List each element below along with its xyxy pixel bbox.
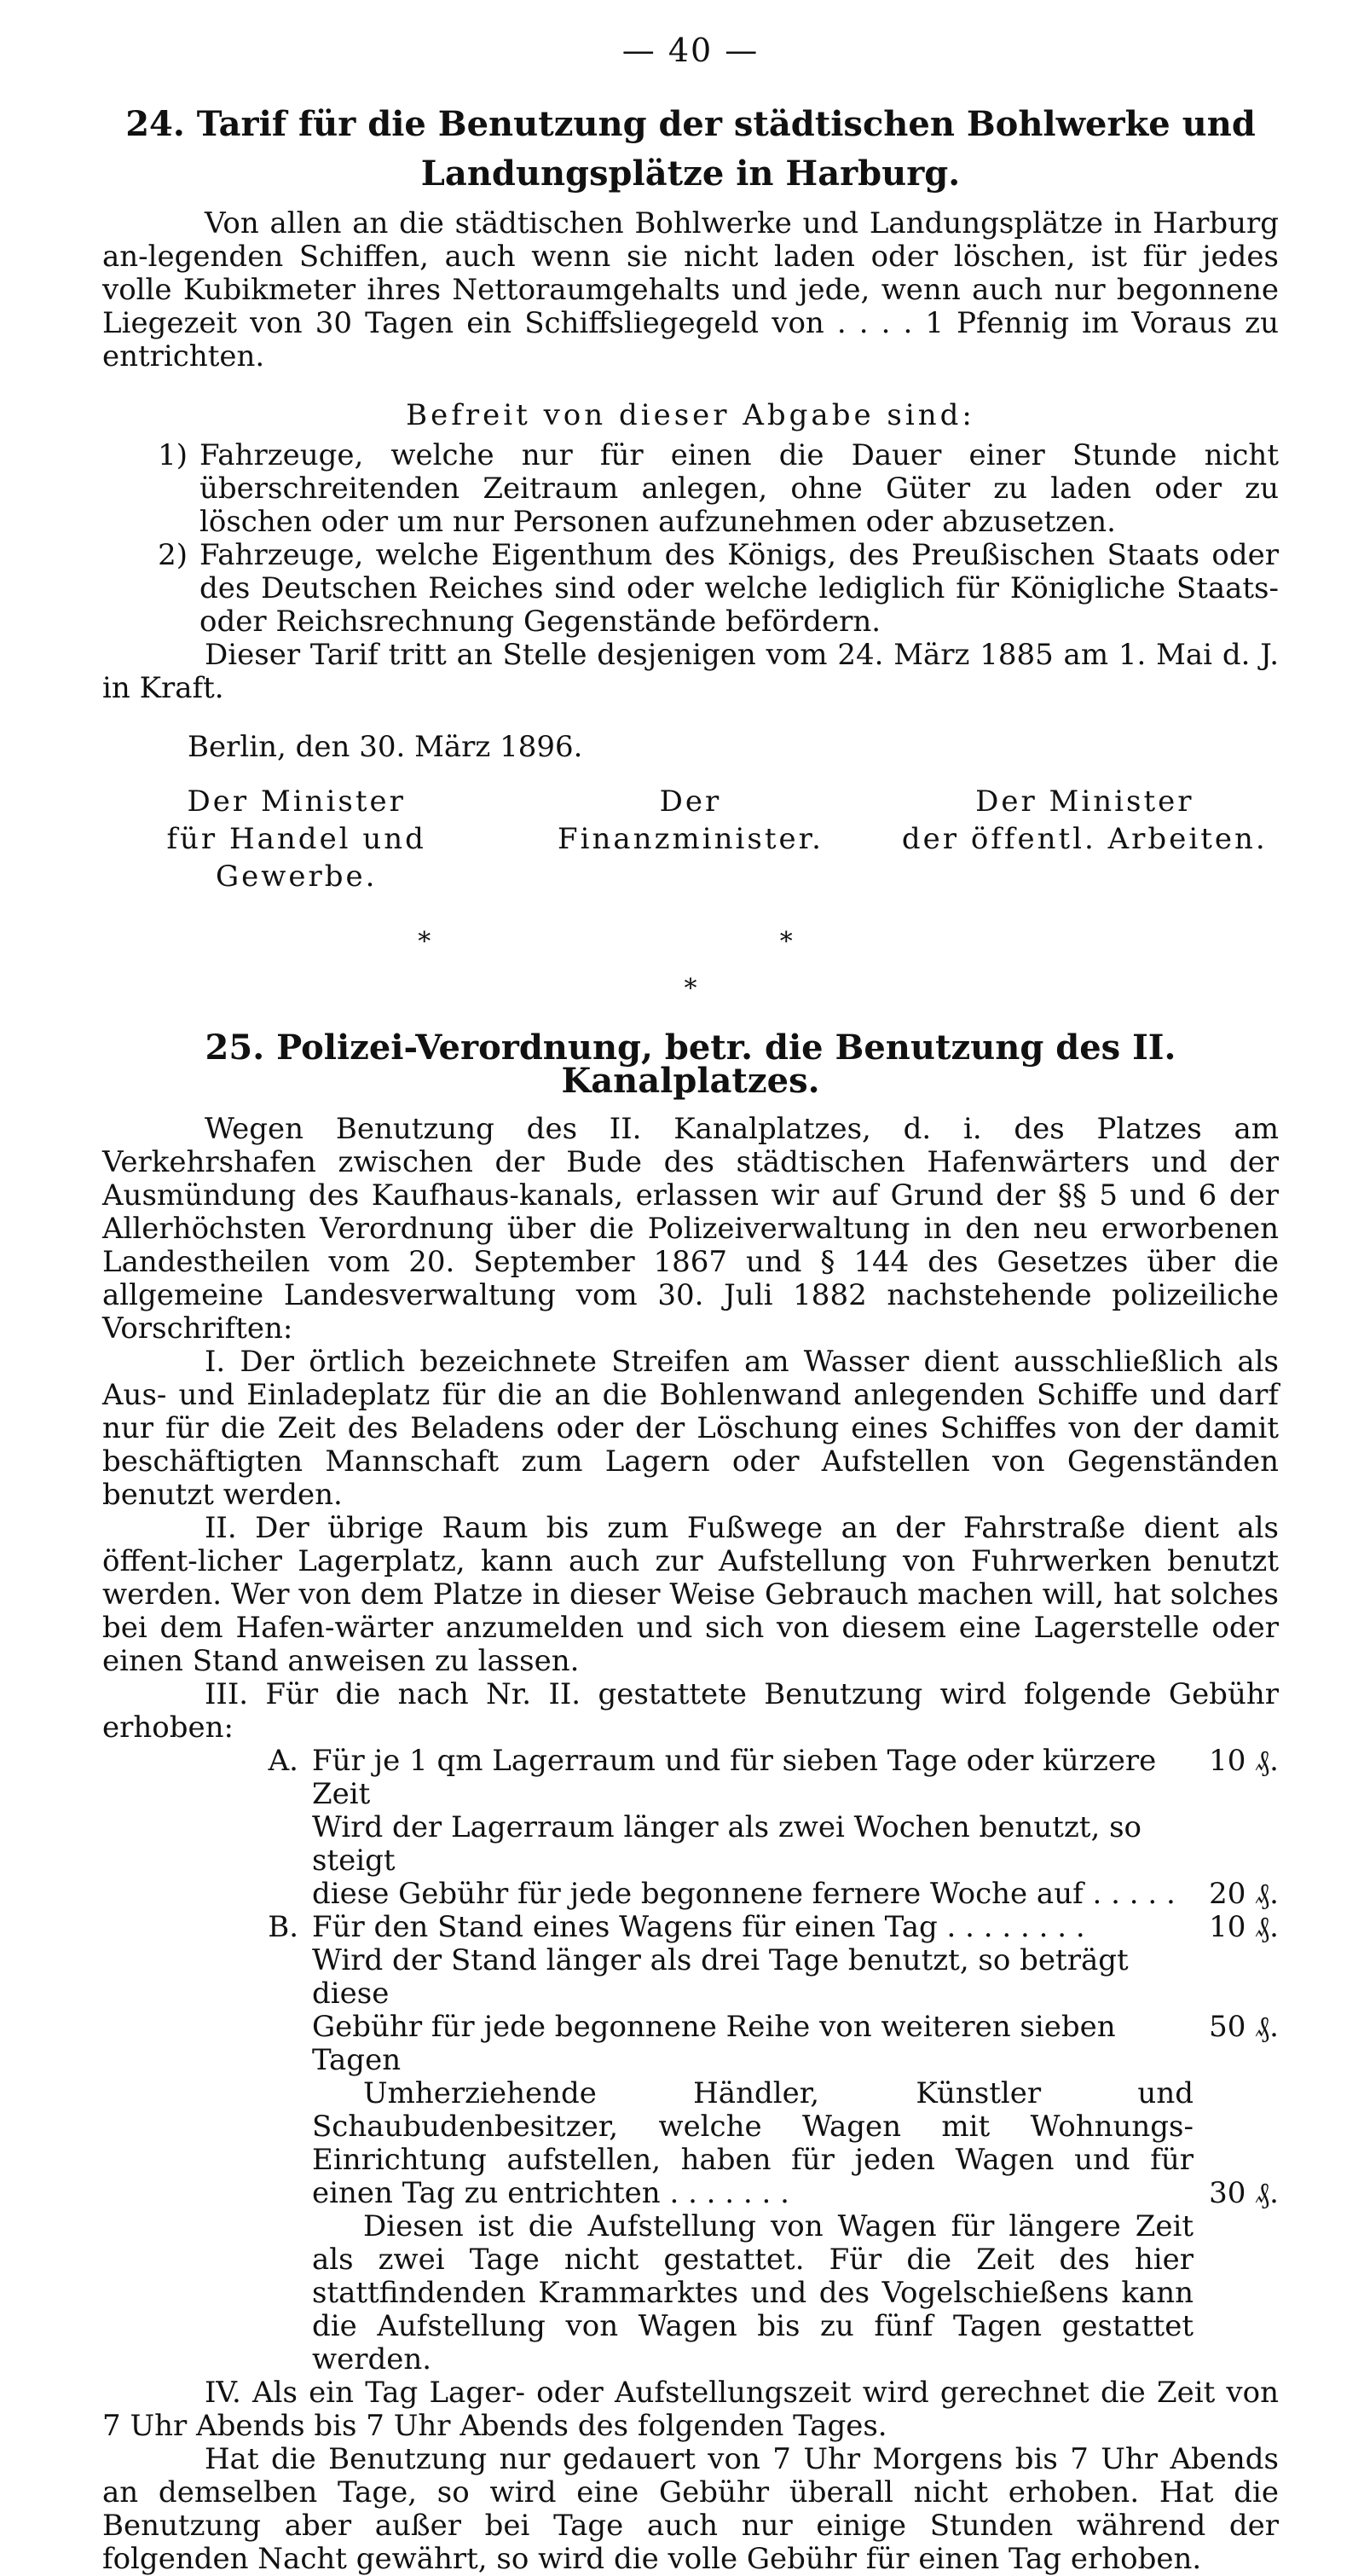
fee-a-amount3: 20 ₰. — [1209, 1877, 1279, 1911]
section-separator-stars: * * — [418, 927, 963, 957]
fee-a-label: A. — [268, 1744, 298, 1778]
fee-b-amount1: 10 ₰. — [1209, 1910, 1279, 1944]
fee-line — [312, 1745, 1279, 1811]
section-24-title-line2: Landungsplätze in Harburg. — [420, 153, 961, 194]
fee-b-label: B. — [268, 1910, 298, 1944]
page-number: — 40 — — [621, 32, 760, 69]
fee-b-note: Diesen ist die Aufstellung von Wagen für längere Zeit als zwei Tage nicht gestattet. Für die Zeit des hier stattfindenden Krammarktes und des Vogelschießens kann die Aufstellung von Wagen bis zu fünf Tagen gestattet werden. — [312, 2209, 1194, 2376]
exempt-item-number: 2) — [158, 538, 188, 572]
fee-a-line3: diese Gebühr für jede begonnene fernere Woche auf . . . . . — [312, 1877, 1176, 1911]
fee-b-line2: Wird der Stand länger als drei Tage benutzt, so beträgt diese — [312, 1943, 1129, 2011]
signer-line1: Der Minister — [975, 784, 1194, 819]
fee-b-line1: Für den Stand eines Wagens für einen Tag . . . . . . . . — [312, 1910, 1085, 1944]
fee-b-hawkers-amount: 30 ₰. — [1209, 2176, 1279, 2210]
fee-line — [312, 1944, 1279, 2011]
signer-works-minister — [891, 783, 1279, 895]
paragraph-IV: IV. Als ein Tag Lager- oder Aufstellungszeit wird gerechnet die Zeit von 7 Uhr Abends bis 7 Uhr Abends des folgenden Tages. — [102, 2376, 1279, 2443]
fee-a-line1: Für je 1 qm Lagerraum und für sieben Tage oder kürzere Zeit — [312, 1744, 1157, 1811]
paragraph-final: Hat die Benutzung nur gedauert von 7 Uhr Morgens bis 7 Uhr Abends an demselben Tage, so wird eine Gebühr überall nicht erhoben. Hat die Benutzung aber außer bei Tage auch nur einige Stunden während der folgenden Nacht gewährt, so wird die volle Gebühr für einen Tag erhoben. — [102, 2442, 1279, 2576]
fee-a-amount1: 10 ₰. — [1209, 1744, 1279, 1778]
tariff-validity: Dieser Tarif tritt an Stelle desjenigen vom 24. März 1885 am 1. Mai d. J. in Kraft. — [102, 638, 1279, 705]
section-24-title — [102, 100, 1279, 199]
fee-line — [312, 1811, 1279, 1878]
fee-a — [102, 1745, 1279, 1911]
signer-line2: für Handel und Gewerbe. — [166, 822, 426, 894]
fee-line — [312, 2011, 1279, 2077]
fee-b — [102, 1911, 1279, 2376]
section-25-intro: Wegen Benutzung des II. Kanalplatzes, d. i. des Platzes am Verkehrshafen zwischen der Bude des städtischen Hafenwärters und der Ausmündung des Kaufhaus-kanals, erlassen wir auf Grund der §§ 5 und 6 der Allerhöchsten Verordnung über die Polizeiverwaltung in den neu erworbenen Landestheilen vom 20. September 1867 und § 144 des Gesetzes über die allgemeine Landesverwaltung vom 30. Juli 1882 nachstehende polizeiliche Vorschriften: — [102, 1112, 1279, 1346]
fee-b-line3: Gebühr für jede begonnene Reihe von weiteren sieben Tagen — [312, 2010, 1116, 2077]
fee-amount-empty — [1194, 1944, 1279, 2011]
fee-line — [312, 2210, 1279, 2376]
fee-a-body — [312, 1745, 1279, 1911]
section-25-title: 25. Polizei-Verordnung, betr. die Benutzung des II. Kanalplatzes. — [205, 1028, 1176, 1101]
fee-b-amount3: 50 ₰. — [1209, 2010, 1279, 2044]
section-24-intro: Von allen an die städtischen Bohlwerke und Landungsplätze in Harburg an-legenden Schiffen, auch wenn sie nicht laden oder löschen, ist für jedes volle Kubikmeter ihres Nettoraumgehalts und jede, wenn auch nur begonnene Liegezeit von 30 Tagen ein Schiffsliegegeld von . . . . 1 Pfennig im Voraus zu entrichten. — [102, 206, 1279, 373]
fee-b-hawkers: Umherziehende Händler, Künstler und Schaubudenbesitzer, welche Wagen mit Wohnungs-Einrichtung aufstellen, haben für jeden Wagen und für einen Tag zu entrichten . . . . . . . — [312, 2076, 1194, 2210]
exempt-heading: Befreit von dieser Abgabe sind: — [406, 398, 975, 432]
signer-trade-minister — [102, 783, 490, 895]
signer-line1: Der Minister — [187, 784, 406, 819]
paragraph-I: I. Der örtlich bezeichnete Streifen am Wasser dient ausschließlich als Aus- und Einladeplatz für die an die Bohlenwand anlegenden Schiffe und darf nur für die Zeit des Beladens oder der Löschung eines Schiffes von der damit beschäftigten Mannschaft zum Lagern oder Aufstellen von Gegenständen benutzt werden. — [102, 1345, 1279, 1512]
fee-amount-empty — [1194, 2210, 1279, 2376]
fee-a-line2: Wird der Lagerraum länger als zwei Wochen benutzt, so steigt — [312, 1810, 1141, 1878]
fee-b-body — [312, 1911, 1279, 2376]
signoff-date: Berlin, den 30. März 1896. — [188, 730, 583, 764]
fee-line — [312, 1911, 1279, 1944]
signer-line1: Der — [659, 784, 722, 819]
paragraph-III: III. Für die nach Nr. II. gestattete Benutzung wird folgende Gebühr erhoben: — [102, 1677, 1279, 1745]
signer-finance-minister — [496, 783, 884, 895]
exempt-item-text: Fahrzeuge, welche nur für einen die Dauer einer Stunde nicht überschreitenden Zeitraum anlegen, ohne Güter zu laden oder zu löschen oder um nur Personen aufzunehmen oder abzusetzen. — [199, 438, 1279, 539]
exempt-item-text: Fahrzeuge, welche Eigenthum des Königs, des Preußischen Staats oder des Deutschen Reiches sind oder welche lediglich für Königliche Staats- oder Reichsrechnung Gegenstände befördern. — [199, 538, 1279, 639]
fee-line — [312, 1878, 1279, 1911]
section-24-title-line1: 24. Tarif für die Benutzung der städtischen Bohlwerke und — [125, 104, 1256, 144]
exempt-item-1 — [102, 439, 1279, 539]
fee-amount-empty — [1194, 1811, 1279, 1878]
signer-line2: Finanzminister. — [558, 822, 824, 856]
section-separator-star: * — [684, 974, 697, 1004]
signer-line2: der öffentl. Arbeiten. — [901, 822, 1268, 856]
paragraph-II: II. Der übrige Raum bis zum Fußwege an der Fahrstraße dient als öffent-licher Lagerplatz, kann auch zur Aufstellung von Fuhrwerken benutzt werden. Wer von dem Platze in dieser Weise Gebrauch machen will, hat solches bei dem Hafen-wärter anzumelden und sich von diesem eine Lagerstelle oder einen Stand anweisen zu lassen. — [102, 1511, 1279, 1678]
fee-line — [312, 2077, 1279, 2210]
signers-row — [102, 783, 1279, 895]
exempt-item-2 — [102, 539, 1279, 639]
exempt-item-number: 1) — [158, 438, 188, 472]
